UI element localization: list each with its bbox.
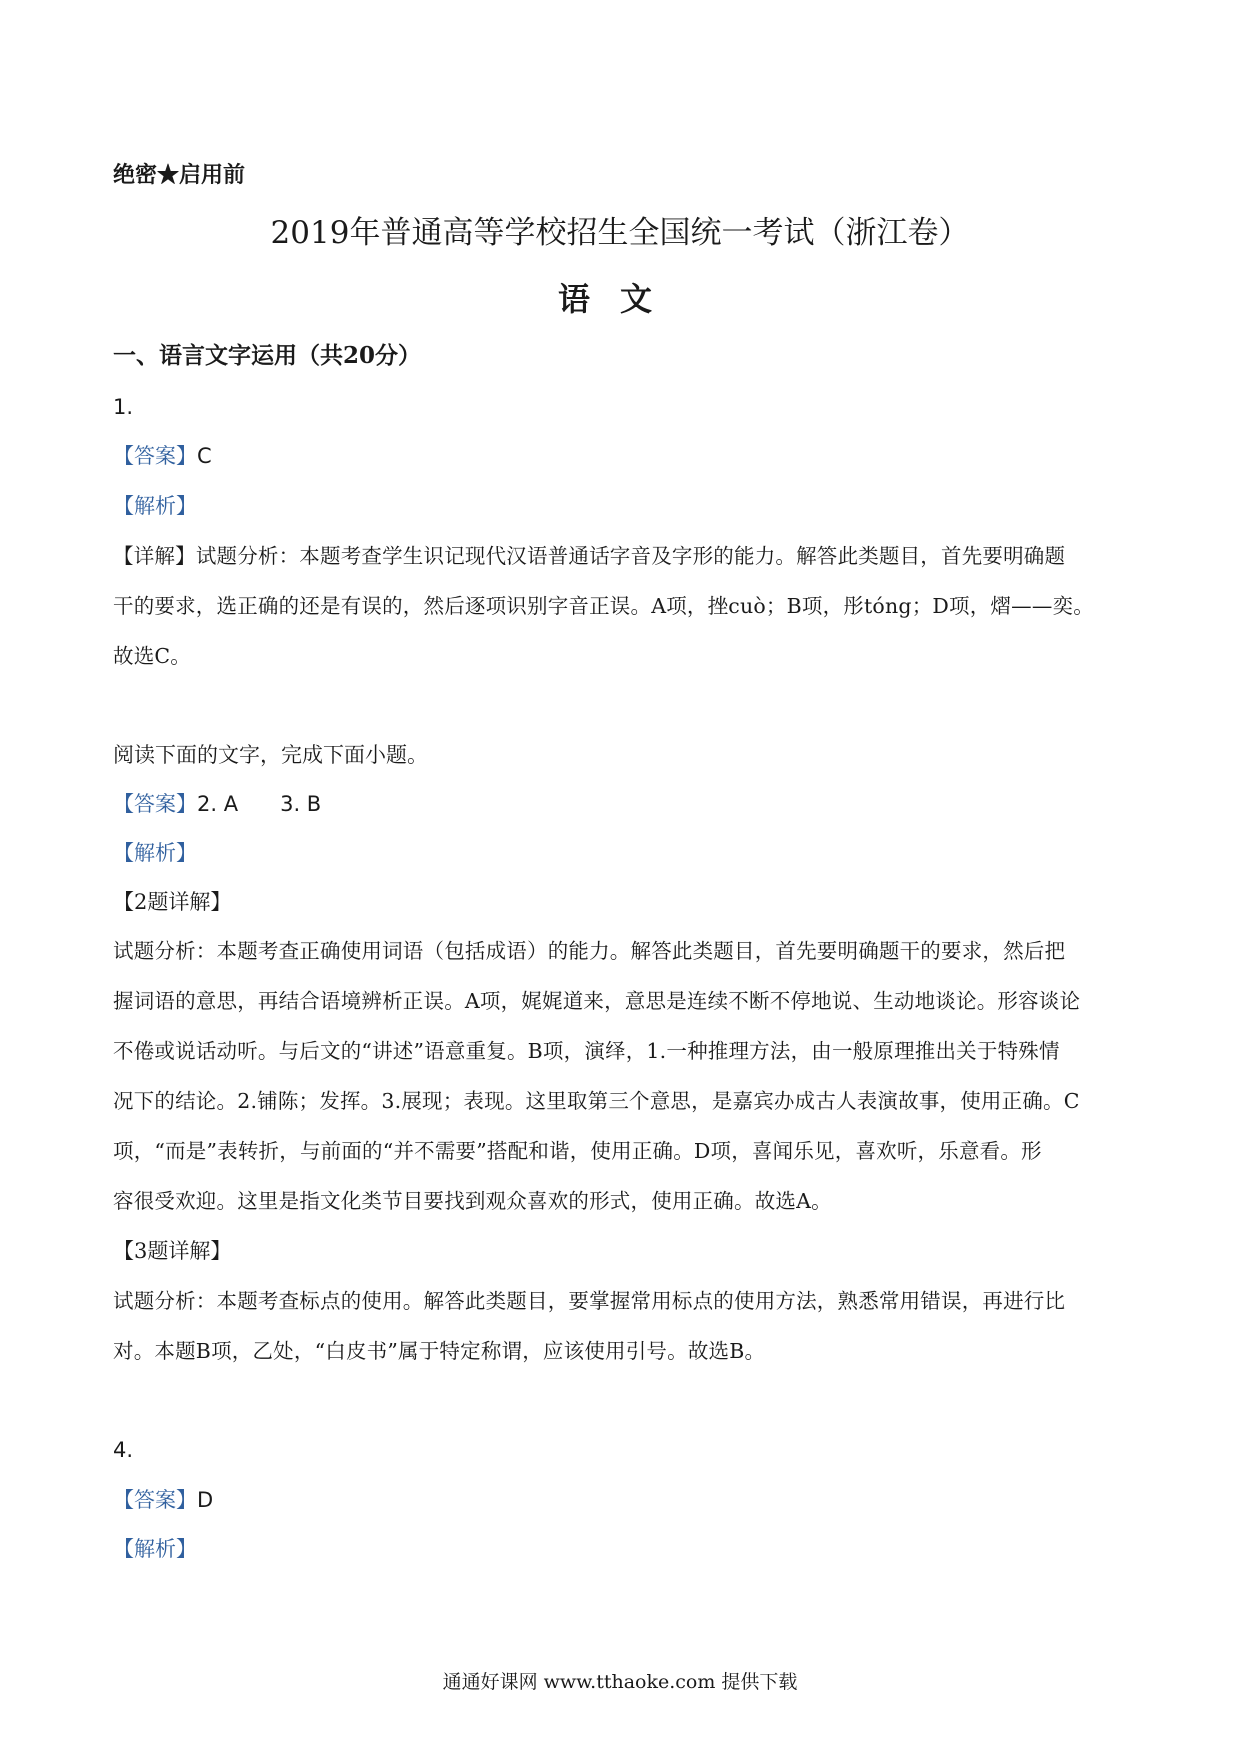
q1-answer-label: 【答案】 [113, 444, 197, 468]
q2-3-answer [113, 790, 321, 818]
subject-title: 语文 [557, 280, 682, 318]
exam-title: 2019年普通高等学校招生全国统一考试（浙江卷） [270, 215, 970, 251]
q2-detail-line-2: 握词语的意思，再结合语境辨析正误。A项，娓娓道来，意思是连续不断不停地说、生动地谈论。形容谈论 [113, 989, 1081, 1013]
secret-mark: 绝密★启用前 [113, 162, 246, 188]
q1-number: 1. [113, 395, 134, 419]
q1-answer [113, 442, 212, 470]
q1-detail-line-1 [113, 542, 1065, 570]
q2-detail-line-4: 况下的结论。2.铺陈；发挥。3.展现；表现。这里取第三个意思，是嘉宾办成古人表演故事，使用正确。C [113, 1089, 1080, 1113]
q1-detail-text-1: 试题分析：本题考查学生识记现代汉语普通话字音及字形的能力。解答此类题目，首先要明确题 [195, 544, 1066, 568]
q2-detail-line-1: 试题分析：本题考查正确使用词语（包括成语）的能力。解答此类题目，首先要明确题干的要求，然后把 [113, 939, 1066, 963]
q4-answer-value: D [197, 1488, 214, 1512]
q2-detail-line-5: 项，“而是”表转折，与前面的“并不需要”搭配和谐，使用正确。D项，喜闻乐见，喜欢听，乐意看。形 [113, 1139, 1042, 1163]
q2-3-intro: 阅读下面的文字，完成下面小题。 [113, 743, 428, 767]
q4-answer-label: 【答案】 [113, 1488, 197, 1512]
q1-detail-label: 【详解】 [113, 544, 196, 568]
section-title: 一、语言文字运用（共20分） [113, 342, 422, 369]
q1-answer-value: C [197, 444, 212, 468]
q1-analysis-label: 【解析】 [113, 494, 197, 518]
q4-analysis-label: 【解析】 [113, 1537, 197, 1561]
q3-detail-line-2: 对。本题B项，乙处，“白皮书”属于特定称谓，应该使用引号。故选B。 [113, 1339, 766, 1363]
q2-detail-line-3: 不倦或说话动听。与后文的“讲述”语意重复。B项，演绎，1.一种推理方法，由一般原理推出关于特殊情 [113, 1039, 1060, 1063]
q4-number: 4. [113, 1438, 134, 1462]
q4-answer [113, 1486, 213, 1514]
q3-answer-value: 3. B [280, 792, 322, 816]
q1-detail-line-2: 干的要求，选正确的还是有误的，然后逐项识别字音正误。A项，挫cuò；B项，彤tóng；D项，熠——奕。 [113, 594, 1094, 618]
page-footer: 通通好课网 www.tthaoke.com 提供下载 [442, 1671, 798, 1693]
q2-answer-value: 2. A [197, 792, 239, 816]
q2-3-analysis-label: 【解析】 [113, 841, 197, 865]
q2-detail-line-6: 容很受欢迎。这里是指文化类节目要找到观众喜欢的形式，使用正确。故选A。 [113, 1189, 832, 1213]
q3-detail-label: 【3题详解】 [113, 1239, 232, 1263]
q2-3-answer-label: 【答案】 [113, 792, 197, 816]
q1-detail-line-3: 故选C。 [113, 644, 191, 668]
q3-detail-line-1: 试题分析：本题考查标点的使用。解答此类题目，要掌握常用标点的使用方法，熟悉常用错误，再进行比 [113, 1289, 1066, 1313]
q2-detail-label: 【2题详解】 [113, 890, 232, 914]
